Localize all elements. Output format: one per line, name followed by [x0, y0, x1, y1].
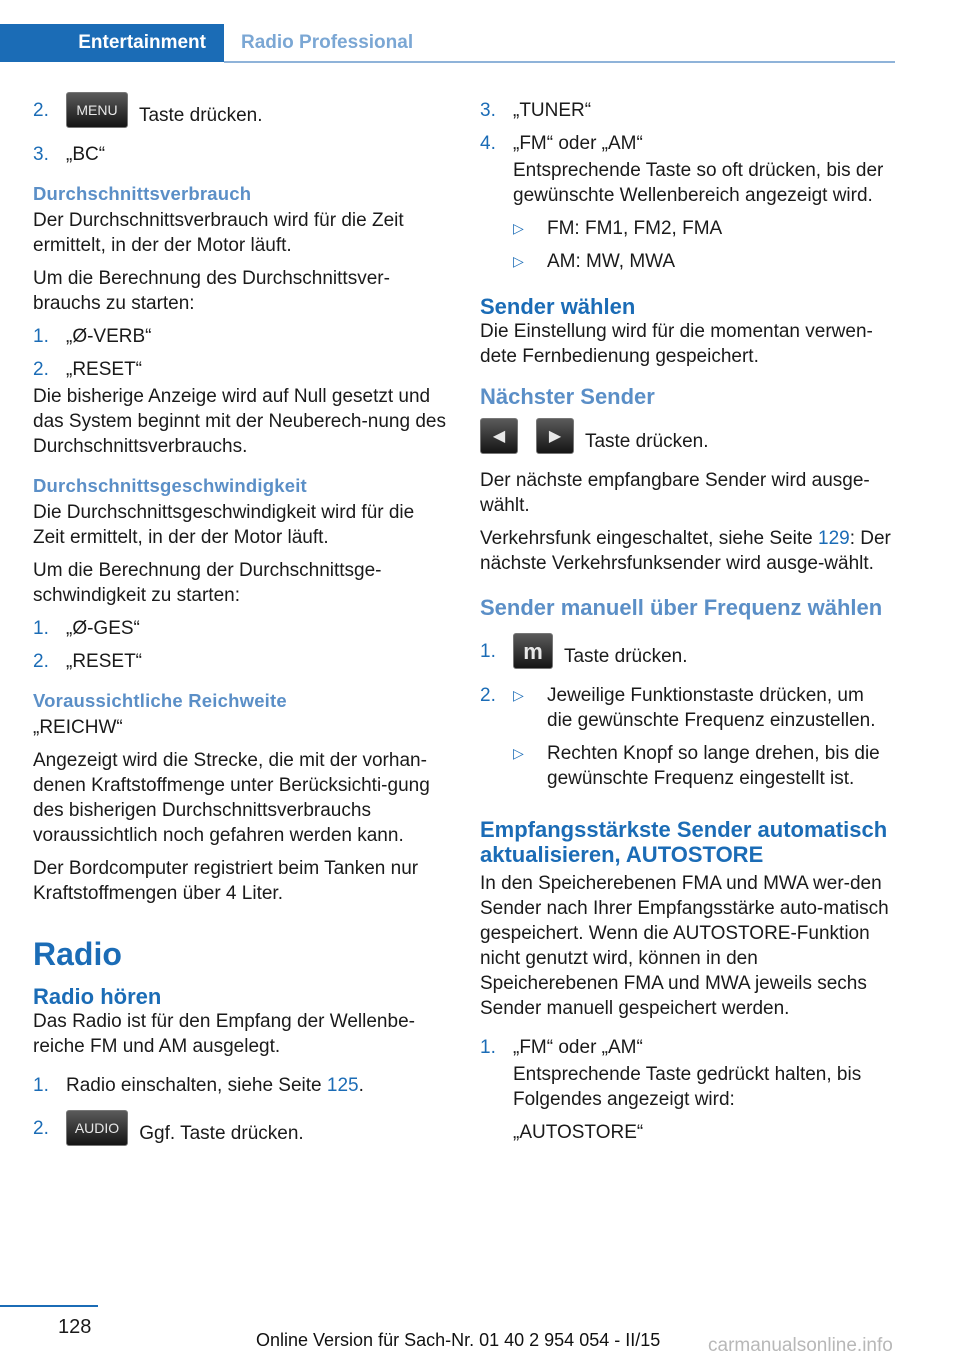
page-number: 128	[58, 1316, 92, 1338]
step-text	[513, 683, 894, 799]
right-column	[480, 98, 894, 1153]
step-text: „TUNER“	[513, 100, 592, 121]
paragraph: In den Speicherebenen FMA und MWA wer‐den Sender nach Ihrer Empfangsstärke auto‐matisch gespeichert. Wenn die AUTOSTORE-Funktion nicht genutzt wird, können in den Speicherebenen FMA und MWA jeweils sechs Sender manuell gespeichert werden.	[480, 873, 889, 1019]
section-heading: Sender manuell über Frequenz wählen	[480, 595, 883, 620]
bullet-text: Jeweilige Funktionstaste drücken, um die gewünschte Frequenz einzustellen.	[547, 685, 876, 731]
section-heading: Sender wählen	[480, 294, 636, 319]
list-item	[480, 98, 894, 123]
header-bar	[0, 0, 960, 64]
step-number: 1.	[33, 1075, 49, 1096]
step-text: „Ø-GES“	[66, 618, 140, 639]
tab-radio-professional[interactable]	[224, 24, 413, 62]
step-number: 3.	[33, 144, 49, 165]
list-item	[33, 357, 447, 382]
audio-button-icon: AUDIO	[66, 1110, 128, 1146]
step-text: „Ø-VERB“	[66, 326, 152, 347]
triangle-right-icon: ▷	[513, 220, 524, 236]
page-link[interactable]: 129	[818, 528, 850, 549]
list-item	[480, 639, 894, 675]
menu-button-icon: MENU	[66, 92, 128, 128]
section-heading: Voraussichtliche Reichweite	[33, 690, 287, 711]
paragraph: Entsprechende Taste so oft drücken, bis der gewünschte Wellenbereich angezeigt wird.	[513, 160, 884, 206]
list-item	[480, 249, 894, 274]
step-number: 2.	[33, 1118, 49, 1139]
text: : Der nächste Verkehrsfunksender wird ausge‐wählt.	[480, 528, 891, 574]
footer-version: Online Version für Sach-Nr. 01 40 2 954 054 - II/15	[256, 1330, 661, 1350]
list-item	[513, 683, 894, 733]
arrow-left-icon: ◀	[480, 418, 518, 454]
paragraph: Das Radio ist für den Empfang der Wellenbe‐reiche FM und AM ausgelegt.	[33, 1011, 415, 1057]
paragraph: Der Durchschnittsverbrauch wird für die Zeit ermittelt, in der der Motor läuft.	[33, 210, 404, 256]
list-item	[33, 1073, 447, 1098]
step-text: „RESET“	[66, 359, 142, 380]
paragraph: Um die Berechnung des Durchschnittsver‐brauchs zu starten:	[33, 268, 390, 314]
step-number: 2.	[480, 685, 496, 706]
list-item	[513, 741, 894, 791]
step-text: „FM“ oder „AM“	[513, 133, 643, 154]
paragraph: Die Durchschnittsgeschwindigkeit wird für die Zeit ermittelt, in der der Motor läuft.	[33, 502, 415, 548]
paragraph: Angezeigt wird die Strecke, die mit der vorhan‐denen Kraftstoffmenge unter Berücksichti‐gung des bisherigen Durchschnittsverbrauchs voraussichtlich noch gefahren werden kann.	[33, 750, 430, 846]
step-text	[66, 1116, 447, 1152]
triangle-right-icon: ▷	[513, 745, 524, 761]
step-number: 2.	[33, 359, 49, 380]
paragraph	[480, 526, 894, 576]
watermark: carmanualsonline.info	[708, 1335, 893, 1356]
step-number: 2.	[33, 100, 49, 121]
section-heading: Nächster Sender	[480, 384, 655, 409]
section-heading: Durchschnittsgeschwindigkeit	[33, 475, 307, 496]
step-label: Taste drücken.	[563, 646, 688, 668]
list-item	[33, 324, 447, 349]
paragraph	[480, 424, 894, 460]
paragraph: „AUTOSTORE“	[513, 1122, 644, 1143]
section-heading: Empfangsstärkste Sender automatisch aktualisieren, AUTOSTORE	[480, 817, 888, 867]
step-number: 1.	[33, 326, 49, 347]
tab-radio-professional-label: Radio Professional	[241, 32, 414, 53]
section-heading: Durchschnittsverbrauch	[33, 183, 252, 204]
list-item	[480, 1035, 894, 1060]
list-item	[480, 216, 894, 241]
bullet-text: Rechten Knopf so lange drehen, bis die gewünschte Frequenz eingestellt ist.	[547, 743, 880, 789]
header-rule	[224, 61, 895, 63]
step-number: 3.	[480, 100, 496, 121]
step-number: 1.	[480, 1037, 496, 1058]
list-item	[33, 649, 447, 674]
step-text	[513, 639, 894, 675]
list-item	[33, 1116, 447, 1152]
arrow-right-icon: ▶	[536, 418, 574, 454]
triangle-right-icon: ▷	[513, 687, 524, 703]
paragraph: Der nächste empfangbare Sender wird ausge‐wählt.	[480, 470, 870, 516]
list-item	[33, 616, 447, 641]
step-label: Ggf. Taste drücken.	[139, 1123, 304, 1145]
footer-rule	[0, 1305, 98, 1307]
m-button-icon: m	[513, 633, 553, 669]
step-label: Taste drücken.	[138, 105, 263, 127]
section-heading: Radio hören	[33, 984, 162, 1009]
step-text: „BC“	[66, 144, 106, 165]
step-text: „RESET“	[66, 651, 142, 672]
text: Verkehrsfunk eingeschaltet, siehe Seite	[480, 528, 813, 549]
paragraph: Entsprechende Taste gedrückt halten, bis Folgendes angezeigt wird:	[513, 1064, 862, 1110]
list-item	[480, 131, 894, 156]
step-text	[66, 98, 447, 134]
paragraph: Die Einstellung wird für die momentan verwen‐dete Fernbedienung gespeichert.	[480, 321, 873, 367]
bullet-text: FM: FM1, FM2, FMA	[547, 218, 723, 239]
step-number: 2.	[33, 651, 49, 672]
step-label: Radio einschalten, siehe Seite	[66, 1075, 322, 1096]
paragraph: Die bisherige Anzeige wird auf Null gesetzt und das System beginnt mit der Neuberech‐nung des Durchschnittsverbrauchs.	[33, 386, 446, 457]
triangle-right-icon: ▷	[513, 253, 524, 269]
bullet-text: AM: MW, MWA	[547, 251, 676, 272]
step-text	[66, 1073, 447, 1098]
left-column	[33, 98, 447, 1160]
step-number: 4.	[480, 133, 496, 154]
paragraph: Der Bordcomputer registriert beim Tanken nur Kraftstoffmengen über 4 Liter.	[33, 858, 419, 904]
list-item	[480, 683, 894, 799]
tab-entertainment-label: Entertainment	[78, 32, 206, 53]
step-label: Taste drücken.	[584, 431, 709, 453]
paragraph: Um die Berechnung der Durchschnittsge‐schwindigkeit zu starten:	[33, 560, 382, 606]
list-item	[33, 98, 447, 134]
step-number: 1.	[33, 618, 49, 639]
step-label-end: .	[358, 1075, 364, 1096]
chapter-heading: Radio	[33, 936, 122, 972]
step-text: „FM“ oder „AM“	[513, 1037, 643, 1058]
step-number: 1.	[480, 641, 496, 662]
paragraph: „REICHW“	[33, 717, 123, 738]
list-item	[33, 142, 447, 167]
tab-entertainment[interactable]	[0, 24, 224, 62]
page-link[interactable]: 125	[326, 1075, 359, 1096]
